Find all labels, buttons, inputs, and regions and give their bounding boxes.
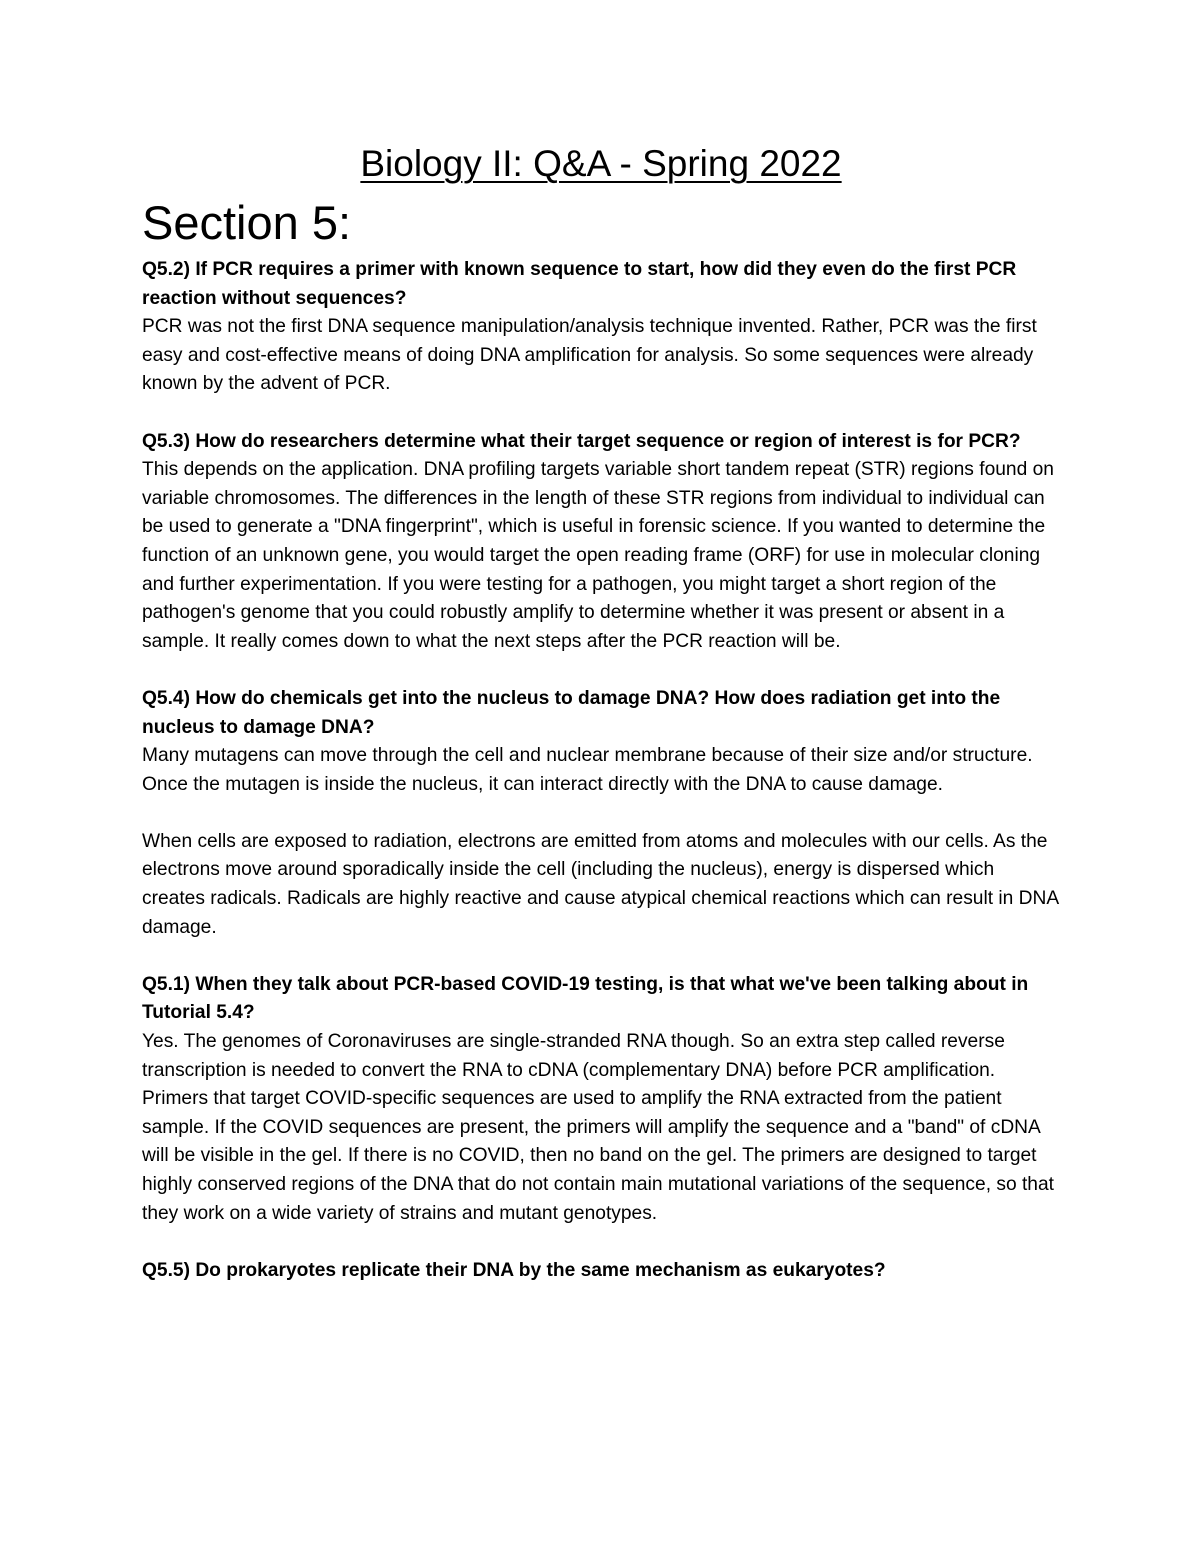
question-text: Q5.2) If PCR requires a primer with known sequence to start, how did they even do the first PCR reaction without sequences?	[142, 259, 1017, 309]
qa-block-5-2	[142, 256, 1060, 399]
qa-block-5-4	[142, 685, 1060, 942]
question-text: Q5.4) How do chemicals get into the nucleus to damage DNA? How does radiation get into the nucleus to damage DNA?	[142, 687, 1001, 738]
section-heading: Section 5:	[142, 196, 352, 249]
answer-text: This depends on the application. DNA profiling targets variable short tandem repeat (STR) regions found on variable chromosomes. The differences in the length of these STR regions from individual to individual can be used to generate a "DNA fingerprint", which is useful in forensic science. If you wanted to determine the function of an unknown gene, you would target the open reading frame (ORF) for use in molecular cloning and further experimentation. If you were testing for a pathogen, you might target a short region of the pathogen's genome that you could robustly amplify to determine whether it was present or absent in a sample. It really comes down to what the next steps after the PCR reaction will be.	[142, 459, 1054, 652]
answer-text: Yes. The genomes of Coronaviruses are single-stranded RNA though. So an extra step called reverse transcription is needed to convert the RNA to cDNA (complementary DNA) before PCR amplification. Primers that target COVID-specific sequences are used to amplify the RNA extracted from the patient sample. If the COVID sequences are present, the primers will amplify the sequence and a "band" of cDNA will be visible in the gel. If there is no COVID, then no band on the gel. The primers are designed to target highly conserved regions of the DNA that do not contain main mutational variations of the sequence, so that they work on a wide variety of strains and mutant genotypes.	[142, 1031, 1054, 1224]
question-text: Q5.3) How do researchers determine what their target sequence or region of interest is for PCR?	[142, 430, 1021, 452]
question-text: Q5.1) When they talk about PCR-based COVID-19 testing, is that what we've been talking about in Tutorial 5.4?	[142, 973, 1029, 1024]
document-page	[142, 138, 1060, 1314]
document-title: Biology II: Q&A - Spring 2022	[360, 143, 842, 184]
qa-block-5-3	[142, 428, 1060, 657]
answer-text-continued: When cells are exposed to radiation, electrons are emitted from atoms and molecules with our cells. As the electrons move around sporadically inside the cell (including the nucleus), energy is dispersed which creates radicals. Radicals are highly reactive and cause atypical chemical reactions which can result in DNA damage.	[142, 830, 1059, 938]
answer-text: PCR was not the first DNA sequence manipulation/analysis technique invented. Rather, PCR was the first easy and cost-effective means of doing DNA amplification for analysis. So some sequences were already known by the advent of PCR.	[142, 316, 1037, 395]
qa-block-5-1	[142, 971, 1060, 1228]
question-text: Q5.5) Do prokaryotes replicate their DNA by the same mechanism as eukaryotes?	[142, 1259, 886, 1281]
qa-block-5-5	[142, 1257, 1060, 1286]
answer-text: Many mutagens can move through the cell and nuclear membrane because of their size and/or structure. Once the mutagen is inside the nucleus, it can interact directly with the DNA to cause damage.	[142, 745, 1033, 795]
